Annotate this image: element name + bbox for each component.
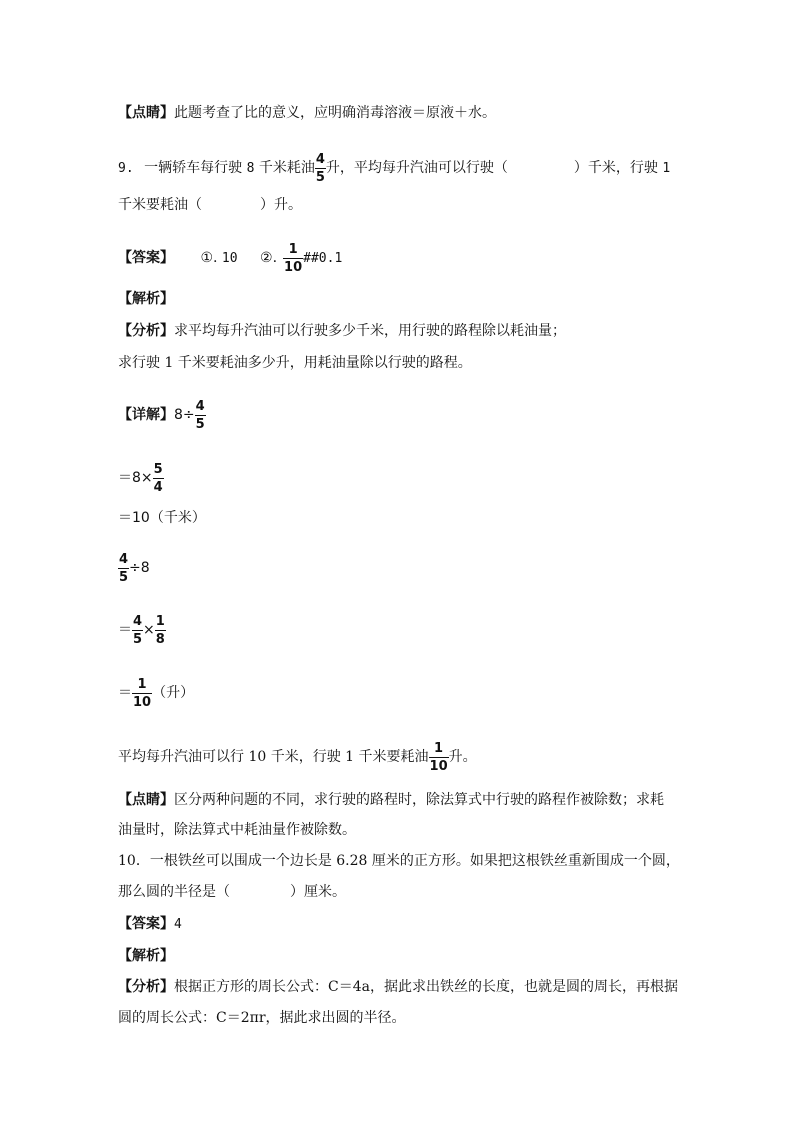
- answer-marker-2: ②.: [260, 250, 278, 266]
- analysis-text: 根据正方形的周长公式：C＝4a，据此求出铁丝的长度，也就是圆的周长，再根据: [174, 979, 678, 995]
- fraction: $\frac{4}{5}$: [195, 398, 205, 432]
- analysis-10-line-2: [118, 1008, 406, 1028]
- question-text: 升，平均每升汽油可以行驶（: [325, 160, 508, 176]
- analysis-9-line-2: [118, 353, 472, 373]
- fraction: $\frac{1}{10}$: [284, 241, 303, 275]
- note-line-1: [118, 103, 496, 123]
- answer-tag: 【答案】: [118, 250, 174, 266]
- analysis-9-line-1: [118, 321, 566, 341]
- jiexi-10: 【解析】: [118, 948, 174, 964]
- note-9-line-2: [118, 820, 356, 840]
- detail-tag: 【详解】: [118, 407, 174, 423]
- analysis-10-line-1: [118, 977, 678, 997]
- question-text: 千米耗油: [258, 160, 315, 176]
- fraction: $\frac{1}{10}$: [133, 676, 152, 710]
- question-text: ）千米，行驶: [573, 160, 658, 176]
- answer-value: 4: [174, 917, 182, 932]
- question-text: 10．一根铁丝可以围成一个边长是 6.28 厘米的正方形。如果把这根铁丝重新围成一个圆，: [118, 853, 680, 869]
- fraction: $\frac{1}{10}$: [429, 740, 448, 774]
- note-tag: 【点睛】: [118, 792, 174, 808]
- answer-tag: 【答案】: [118, 916, 174, 932]
- note-text: 区分两种问题的不同，求行驶的路程时，除法算式中行驶的路程作被除数；求耗: [174, 792, 664, 808]
- question-text: ）厘米。: [290, 884, 346, 900]
- fraction: $\frac{4}{5}$: [133, 613, 143, 647]
- analysis-tag: 【分析】: [118, 323, 174, 339]
- detail-step-5: ＝ $\frac{4}{5}$ × $\frac{1}{8}$: [118, 613, 165, 647]
- fraction: $\frac{1}{8}$: [155, 613, 165, 647]
- detail-step-4: $\frac{4}{5}$ ÷8: [119, 551, 150, 585]
- analysis-text: 求行驶 1 千米要耗油多少升，用耗油量除以行驶的路程。: [118, 355, 472, 371]
- analysis-text: 圆的周长公式：C＝2πr，据此求出圆的半径。: [118, 1010, 406, 1026]
- question-text: ）升。: [260, 197, 302, 213]
- fraction: $\frac{4}{5}$: [315, 151, 325, 185]
- question-9-line-2: [118, 195, 302, 215]
- question-text: 千米要耗油（: [118, 197, 202, 213]
- detail-step-6: ＝ $\frac{1}{10}$ （升）: [118, 676, 195, 710]
- question-value: 8: [246, 161, 255, 176]
- answer-9: [118, 231, 342, 286]
- question-text: 一辆轿车每行驶: [144, 160, 243, 176]
- question-9-line-1: [118, 141, 670, 196]
- question-value: 1: [662, 161, 671, 176]
- question-10-line-1: [118, 851, 680, 871]
- answer-marker-1: ①.: [200, 250, 218, 266]
- jiexi-9: 【解析】: [118, 291, 174, 307]
- analysis-tag: 【分析】: [118, 979, 174, 995]
- question-10-line-2: [118, 882, 346, 902]
- question-text: 那么圆的半径是（: [118, 884, 230, 900]
- detail-summary: 平均每升汽油可以行 10 千米，行驶 1 千米要耗油 $\frac{1}{10}$ 升。: [118, 740, 477, 774]
- answer-10: [118, 914, 182, 935]
- detail-step-2: ＝8× $\frac{5}{4}$: [118, 461, 163, 495]
- detail-step-1: 【详解】8÷ $\frac{4}{5}$: [118, 398, 205, 432]
- note-text: 此题考查了比的意义，应明确消毒溶液＝原液＋水。: [174, 105, 496, 121]
- question-number: 9.: [118, 161, 134, 176]
- analysis-text: 求平均每升汽油可以行驶多少千米，用行驶的路程除以耗油量；: [174, 323, 566, 339]
- detail-step-3: ＝10（千米）: [118, 510, 206, 526]
- answer-alt: ##0.1: [303, 251, 343, 266]
- note-9-line-1: [118, 790, 664, 810]
- answer-value-1: 10: [221, 251, 238, 266]
- note-tag: 【点睛】: [118, 105, 174, 121]
- fraction: $\frac{5}{4}$: [153, 461, 163, 495]
- note-text: 油量时，除法算式中耗油量作被除数。: [118, 822, 356, 838]
- fraction: $\frac{4}{5}$: [119, 551, 129, 585]
